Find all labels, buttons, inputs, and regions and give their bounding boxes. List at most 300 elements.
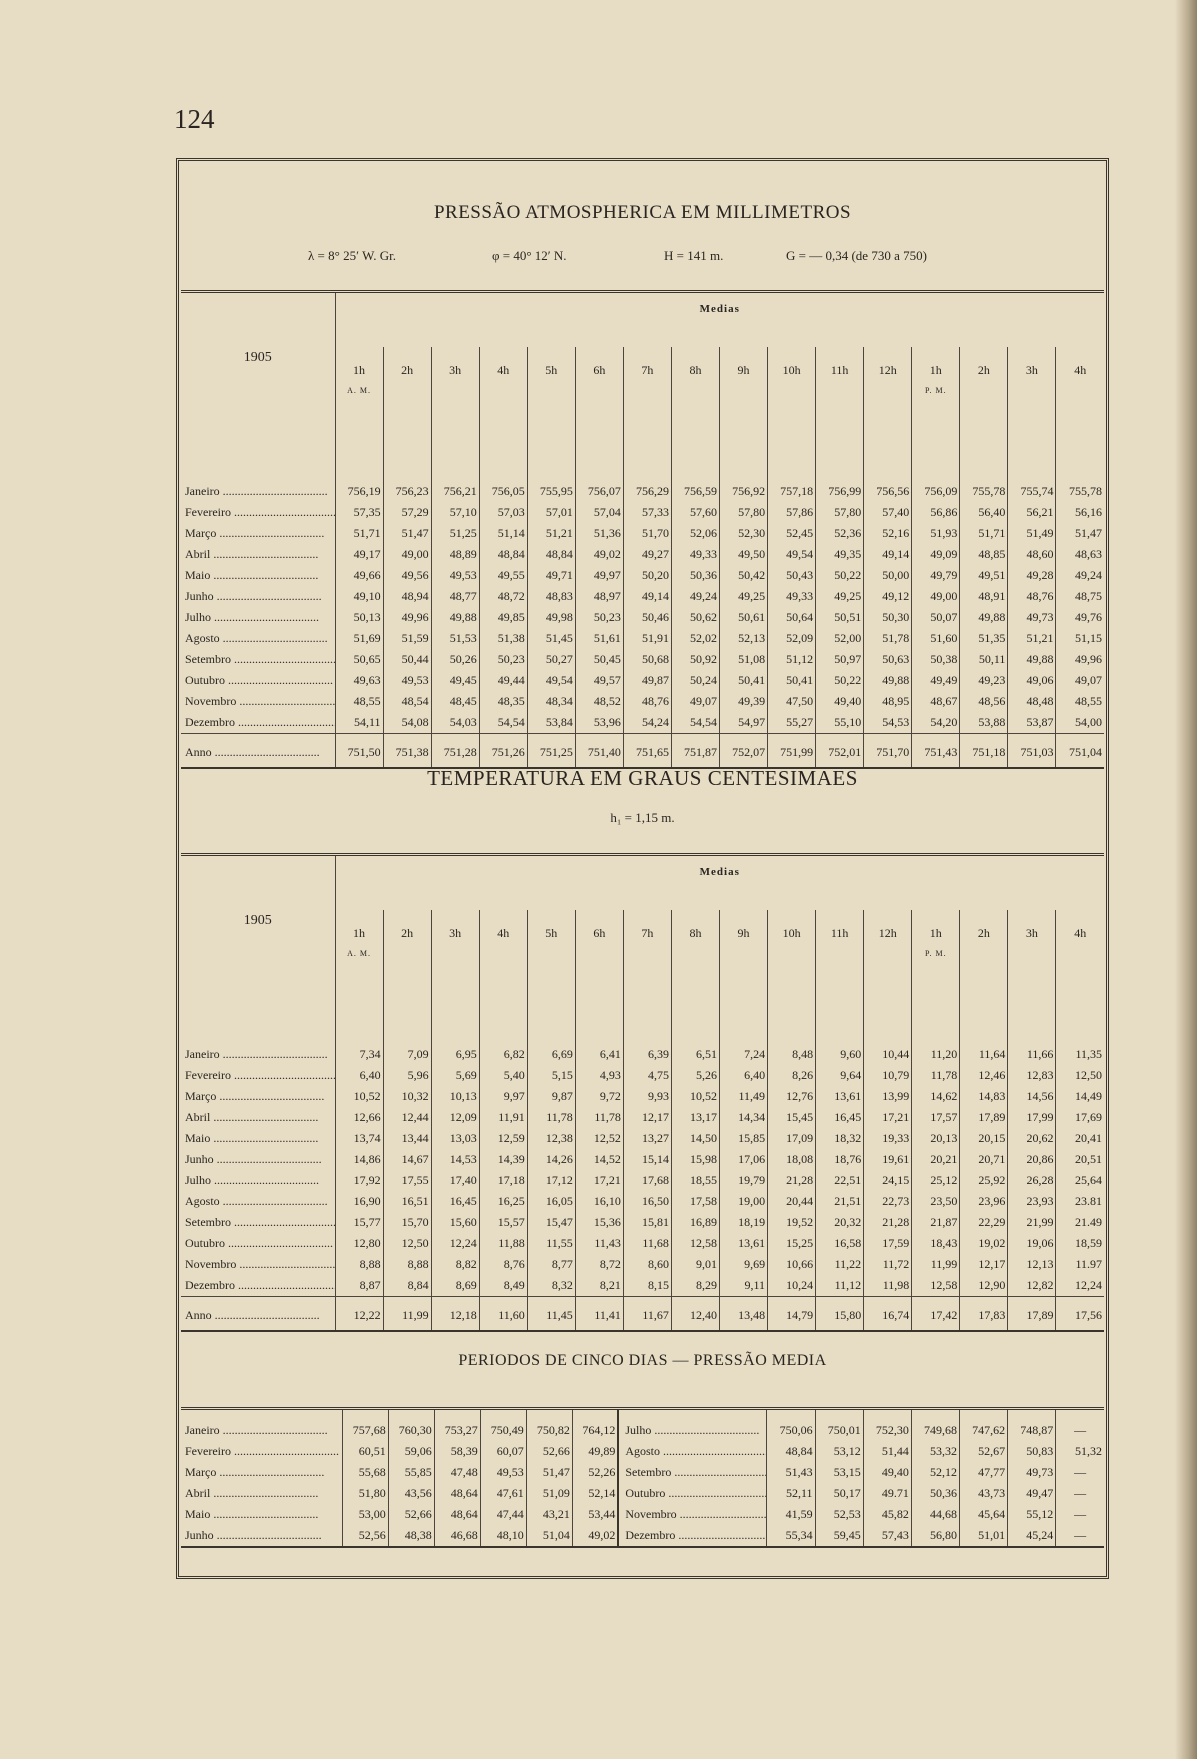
month-cell [181, 607, 335, 628]
value-cell: 12,58 [912, 1275, 960, 1297]
value-cell: 11,55 [527, 1233, 575, 1254]
value-cell: 8,72 [575, 1254, 623, 1275]
value-cell: 12,46 [960, 1065, 1008, 1086]
value-cell: 52,09 [768, 628, 816, 649]
month-label: Dezembro ..... [625, 1528, 767, 1542]
anno-value-cell: 751,50 [335, 734, 383, 769]
hour-header [720, 910, 768, 1026]
anno-value-cell: 17,42 [912, 1297, 960, 1332]
value-cell: 50,20 [623, 565, 671, 586]
value-cell: 11,12 [816, 1275, 864, 1297]
month-cell [181, 1409, 342, 1442]
value-cell: 51,71 [960, 523, 1008, 544]
value-cell: 6,40 [335, 1065, 383, 1086]
value-cell: 51,01 [959, 1525, 1007, 1547]
five-days-row [181, 1483, 1104, 1504]
value-cell: 55,34 [767, 1525, 815, 1547]
five-days-table [181, 1407, 1104, 1548]
table-row [181, 712, 1104, 734]
value-cell: 8,15 [623, 1275, 671, 1297]
hour-label: 3h [449, 363, 462, 377]
anno-label: Anno ..... [185, 1308, 320, 1322]
value-cell: 20,15 [960, 1128, 1008, 1149]
value-cell: 55,10 [816, 712, 864, 734]
month-cell [181, 734, 335, 769]
value-cell: 748,87 [1008, 1409, 1056, 1442]
anno-value-cell: 11,41 [575, 1297, 623, 1332]
month-label: Outubro ..... [625, 1486, 767, 1500]
table-row [181, 523, 1104, 544]
value-cell: 45,24 [1008, 1525, 1056, 1547]
value-cell: 23,50 [912, 1191, 960, 1212]
hour-label: 4h [497, 363, 510, 377]
value-cell: 756,09 [912, 463, 960, 502]
anno-value-cell: 751,38 [383, 734, 431, 769]
value-cell: 49,44 [479, 670, 527, 691]
page-number: 124 [174, 104, 215, 134]
value-cell: 51,45 [527, 628, 575, 649]
month-cell [181, 1233, 335, 1254]
value-cell: 20,21 [912, 1149, 960, 1170]
value-cell: 52,06 [671, 523, 719, 544]
value-cell: 20,41 [1056, 1128, 1104, 1149]
month-label: Julho ..... [625, 1423, 759, 1437]
five-days-title: PERIODOS DE CINCO DIAS — PRESSÃO MEDIA [458, 1352, 827, 1369]
hour-header [671, 910, 719, 1026]
value-cell: 49,96 [383, 607, 431, 628]
value-cell: 764,12 [572, 1409, 618, 1442]
table-row [181, 586, 1104, 607]
month-label: Dezembro ..... [185, 715, 335, 729]
value-cell: 756,92 [720, 463, 768, 502]
value-cell: 50,26 [431, 649, 479, 670]
value-cell: 50,22 [816, 670, 864, 691]
value-cell: 48,55 [1056, 691, 1104, 712]
value-cell: 750,82 [526, 1409, 572, 1442]
table-row [181, 1026, 1104, 1065]
hour-label: 6h [593, 363, 606, 377]
value-cell: 51,70 [623, 523, 671, 544]
value-cell: 50,41 [768, 670, 816, 691]
value-cell: 13,74 [335, 1128, 383, 1149]
value-cell: 14,34 [720, 1107, 768, 1128]
value-cell: 49,71 [527, 565, 575, 586]
value-cell: 21,51 [816, 1191, 864, 1212]
value-cell: 43,73 [959, 1483, 1007, 1504]
value-cell: 50,44 [383, 649, 431, 670]
anno-value-cell: 752,07 [720, 734, 768, 769]
value-cell: 10,13 [431, 1086, 479, 1107]
hour-label: 4h [1074, 363, 1087, 377]
month-cell [618, 1409, 767, 1442]
value-cell: 7,34 [335, 1026, 383, 1065]
value-cell: 51,71 [335, 523, 383, 544]
value-cell: 6,69 [527, 1026, 575, 1065]
value-cell: 49,07 [1056, 670, 1104, 691]
value-cell: 8,48 [768, 1026, 816, 1065]
value-cell: 51,36 [575, 523, 623, 544]
value-cell: 16,51 [383, 1191, 431, 1212]
value-cell: 55,85 [388, 1462, 434, 1483]
value-cell: 22,73 [864, 1191, 912, 1212]
value-cell: 51,04 [526, 1525, 572, 1547]
value-cell: 749,68 [911, 1409, 959, 1442]
value-cell: 17,69 [1056, 1107, 1104, 1128]
value-cell: 47,44 [480, 1504, 526, 1525]
month-cell [181, 1212, 335, 1233]
value-cell: 12,82 [1008, 1275, 1056, 1297]
value-cell: 57,80 [816, 502, 864, 523]
value-cell: 19,33 [864, 1128, 912, 1149]
month-cell [181, 1297, 335, 1332]
month-cell [181, 1525, 342, 1547]
value-cell: 756,23 [383, 463, 431, 502]
value-cell: 17,12 [527, 1170, 575, 1191]
value-cell: 51,53 [431, 628, 479, 649]
month-cell [181, 523, 335, 544]
value-cell: 12,44 [383, 1107, 431, 1128]
hour-label: 3h [1025, 926, 1038, 940]
value-cell: 50,27 [527, 649, 575, 670]
value-cell: 11,72 [864, 1254, 912, 1275]
value-cell: 50,23 [479, 649, 527, 670]
value-cell: 52,14 [572, 1483, 618, 1504]
value-cell: 57,04 [575, 502, 623, 523]
hour-header [816, 910, 864, 1026]
value-cell: 18,76 [816, 1149, 864, 1170]
value-cell: 53,00 [342, 1504, 388, 1525]
hour-label: 3h [449, 926, 462, 940]
month-label: Junho ..... [185, 1528, 322, 1542]
value-cell: 23,93 [1008, 1191, 1056, 1212]
value-cell: 17,18 [479, 1170, 527, 1191]
am-label: A. M. [347, 386, 371, 395]
value-cell: 14,26 [527, 1149, 575, 1170]
value-cell: 752,30 [863, 1409, 911, 1442]
value-cell: 53,84 [527, 712, 575, 734]
hour-label: 7h [641, 363, 654, 377]
value-cell: 49,02 [575, 544, 623, 565]
value-cell: 13,03 [431, 1128, 479, 1149]
table-row [181, 1275, 1104, 1297]
table-row [181, 649, 1104, 670]
value-cell: 49,53 [480, 1462, 526, 1483]
anno-value-cell: 751,25 [527, 734, 575, 769]
value-cell: 9,69 [720, 1254, 768, 1275]
value-cell: 45,82 [863, 1504, 911, 1525]
value-cell: 53,88 [960, 712, 1008, 734]
value-cell: 49,76 [1056, 607, 1104, 628]
value-cell: 50,23 [575, 607, 623, 628]
value-cell: 50,46 [623, 607, 671, 628]
value-cell: 19,52 [768, 1212, 816, 1233]
month-cell [181, 565, 335, 586]
value-cell: 14,52 [575, 1149, 623, 1170]
month-cell [181, 1504, 342, 1525]
value-cell: 12,66 [335, 1107, 383, 1128]
value-cell: 14,86 [335, 1149, 383, 1170]
value-cell: 25,92 [960, 1170, 1008, 1191]
anno-value-cell: 17,83 [960, 1297, 1008, 1332]
value-cell: 13,27 [623, 1128, 671, 1149]
value-cell: 50,63 [864, 649, 912, 670]
anno-value-cell: 751,87 [671, 734, 719, 769]
value-cell: 50,41 [720, 670, 768, 691]
value-cell: 15,60 [431, 1212, 479, 1233]
value-cell: 48,84 [767, 1441, 815, 1462]
month-cell [181, 1107, 335, 1128]
value-cell: 6,40 [720, 1065, 768, 1086]
value-cell: 15,57 [479, 1212, 527, 1233]
value-cell: 17,09 [768, 1128, 816, 1149]
value-cell: 54,08 [383, 712, 431, 734]
value-cell: 47,48 [434, 1462, 480, 1483]
month-cell [181, 1275, 335, 1297]
value-cell: 50,36 [911, 1483, 959, 1504]
hour-label: 3h [1025, 363, 1038, 377]
value-cell: 750,49 [480, 1409, 526, 1442]
value-cell: 755,78 [1056, 463, 1104, 502]
value-cell: 14,67 [383, 1149, 431, 1170]
anno-value-cell: 11,99 [383, 1297, 431, 1332]
value-cell: 48,75 [1056, 586, 1104, 607]
value-cell: 48,91 [960, 586, 1008, 607]
value-cell: 756,56 [864, 463, 912, 502]
value-cell: 13,99 [864, 1086, 912, 1107]
value-cell: 14,49 [1056, 1086, 1104, 1107]
month-cell [181, 502, 335, 523]
value-cell: 60,07 [480, 1441, 526, 1462]
value-cell: 48,63 [1056, 544, 1104, 565]
hour-label: 1h [353, 363, 366, 377]
hour-header [335, 347, 383, 463]
value-cell: 12,24 [431, 1233, 479, 1254]
hour-header [431, 347, 479, 463]
value-cell: 49,14 [864, 544, 912, 565]
table-row [181, 1065, 1104, 1086]
hour-header [768, 910, 816, 1026]
value-cell: 50,92 [671, 649, 719, 670]
hour-header [335, 910, 383, 1026]
value-cell: 8,88 [383, 1254, 431, 1275]
value-cell: 50,61 [720, 607, 768, 628]
value-cell: 9,11 [720, 1275, 768, 1297]
hour-label: 8h [689, 363, 702, 377]
value-cell: 57,35 [335, 502, 383, 523]
value-cell: 20,44 [768, 1191, 816, 1212]
anno-value-cell: 17,56 [1056, 1297, 1104, 1332]
anno-value-cell: 12,40 [671, 1297, 719, 1332]
hour-label: 2h [401, 926, 414, 940]
value-cell: 51,61 [575, 628, 623, 649]
value-cell: 51,12 [768, 649, 816, 670]
value-cell: 51,21 [1008, 628, 1056, 649]
year-header: 1905 [243, 350, 272, 365]
value-cell: 22,51 [816, 1170, 864, 1191]
value-cell: 10,44 [864, 1026, 912, 1065]
anno-value-cell: 751,04 [1056, 734, 1104, 769]
value-cell: 52,13 [720, 628, 768, 649]
value-cell: 49,87 [623, 670, 671, 691]
value-cell: 49,00 [383, 544, 431, 565]
value-cell: 45,64 [959, 1504, 1007, 1525]
value-cell: 21,28 [864, 1212, 912, 1233]
value-cell: 49,10 [335, 586, 383, 607]
value-cell: 19,02 [960, 1233, 1008, 1254]
anno-value-cell: 15,80 [816, 1297, 864, 1332]
value-cell: 16,10 [575, 1191, 623, 1212]
value-cell: 49,00 [912, 586, 960, 607]
value-cell: 49,98 [527, 607, 575, 628]
value-cell: 51,15 [1056, 628, 1104, 649]
value-cell: 9,87 [527, 1086, 575, 1107]
five-days-row [181, 1409, 1104, 1442]
value-cell: 15,81 [623, 1212, 671, 1233]
value-cell: 48,64 [434, 1504, 480, 1525]
month-cell [181, 1170, 335, 1191]
value-cell: 8,26 [768, 1065, 816, 1086]
value-cell: 49,24 [1056, 565, 1104, 586]
anno-value-cell: 752,01 [816, 734, 864, 769]
value-cell: 18,55 [671, 1170, 719, 1191]
value-cell: 49,49 [912, 670, 960, 691]
value-cell: 51,21 [527, 523, 575, 544]
value-cell: 8,69 [431, 1275, 479, 1297]
value-cell: 11,98 [864, 1275, 912, 1297]
value-cell: 48,76 [1008, 586, 1056, 607]
value-cell: 48,84 [479, 544, 527, 565]
value-cell: — [1056, 1462, 1104, 1483]
value-cell: 50,68 [623, 649, 671, 670]
table-row [181, 1086, 1104, 1107]
value-cell: 5,96 [383, 1065, 431, 1086]
param-height: h₁ = 1,15 m. [610, 810, 675, 825]
value-cell: 15,77 [335, 1212, 383, 1233]
value-cell: 756,21 [431, 463, 479, 502]
value-cell: 50,24 [671, 670, 719, 691]
value-cell: 20,51 [1056, 1149, 1104, 1170]
value-cell: 60,51 [342, 1441, 388, 1462]
month-label: Agosto ..... [625, 1444, 767, 1458]
hour-label: 2h [977, 926, 990, 940]
value-cell: 8,88 [335, 1254, 383, 1275]
month-cell [181, 691, 335, 712]
month-label: Janeiro ..... [185, 1047, 328, 1061]
value-cell: 54,00 [1056, 712, 1104, 734]
anno-value-cell: 751,40 [575, 734, 623, 769]
value-cell: 11,68 [623, 1233, 671, 1254]
param-gravity: G = — 0,34 (de 730 a 750) [786, 248, 927, 263]
value-cell: 54,54 [479, 712, 527, 734]
value-cell: 50,97 [816, 649, 864, 670]
value-cell: 17,68 [623, 1170, 671, 1191]
value-cell: 13,61 [720, 1233, 768, 1254]
pm-label: P. M. [924, 949, 947, 958]
value-cell: 54,24 [623, 712, 671, 734]
value-cell: 53,32 [911, 1441, 959, 1462]
value-cell: 57,60 [671, 502, 719, 523]
value-cell: 15,47 [527, 1212, 575, 1233]
value-cell: 50,13 [335, 607, 383, 628]
hour-header [575, 347, 623, 463]
anno-value-cell: 751,03 [1008, 734, 1056, 769]
param-latitude: φ = 40° 12′ N. [492, 248, 567, 263]
value-cell: 57,01 [527, 502, 575, 523]
table-row [181, 502, 1104, 523]
value-cell: 49,85 [479, 607, 527, 628]
value-cell: 750,01 [815, 1409, 863, 1442]
medias-header: Medias [335, 855, 1104, 911]
value-cell: 48,64 [434, 1483, 480, 1504]
value-cell: 9,93 [623, 1086, 671, 1107]
value-cell: 760,30 [388, 1409, 434, 1442]
value-cell: 48,45 [431, 691, 479, 712]
value-cell: 55,68 [342, 1462, 388, 1483]
hour-label: 7h [641, 926, 654, 940]
hour-header [479, 910, 527, 1026]
month-cell [181, 1065, 335, 1086]
value-cell: 17,92 [335, 1170, 383, 1191]
value-cell: 17,89 [960, 1107, 1008, 1128]
value-cell: 49,50 [720, 544, 768, 565]
value-cell: 51,69 [335, 628, 383, 649]
value-cell: 21,28 [768, 1170, 816, 1191]
value-cell: 4,75 [623, 1065, 671, 1086]
month-cell [181, 1254, 335, 1275]
value-cell: 11,78 [912, 1065, 960, 1086]
value-cell: 5,40 [479, 1065, 527, 1086]
hour-label: 8h [689, 926, 702, 940]
value-cell: 8,32 [527, 1275, 575, 1297]
month-label: Maio ..... [185, 1507, 318, 1521]
value-cell: 22,29 [960, 1212, 1008, 1233]
value-cell: 48,52 [575, 691, 623, 712]
table-row [181, 544, 1104, 565]
table-row [181, 1191, 1104, 1212]
value-cell: 49,23 [960, 670, 1008, 691]
value-cell: 48,48 [1008, 691, 1056, 712]
value-cell: 49,89 [572, 1441, 618, 1462]
value-cell: 48,94 [383, 586, 431, 607]
table-row [181, 1149, 1104, 1170]
value-cell: 48,60 [1008, 544, 1056, 565]
value-cell: 11,49 [720, 1086, 768, 1107]
value-cell: 50,17 [815, 1483, 863, 1504]
value-cell: 52,26 [572, 1462, 618, 1483]
value-cell: 12,38 [527, 1128, 575, 1149]
value-cell: 47,77 [959, 1462, 1007, 1483]
value-cell: 12,58 [671, 1233, 719, 1254]
value-cell: 50,36 [671, 565, 719, 586]
hour-label: 1h [929, 363, 942, 377]
hour-header [671, 347, 719, 463]
value-cell: 57,33 [623, 502, 671, 523]
month-cell [618, 1462, 767, 1483]
month-label: Abril ..... [185, 1486, 318, 1500]
value-cell: 8,21 [575, 1275, 623, 1297]
value-cell: 12,83 [1008, 1065, 1056, 1086]
anno-value-cell: 16,74 [864, 1297, 912, 1332]
value-cell: 48,84 [527, 544, 575, 565]
value-cell: 49,09 [912, 544, 960, 565]
hour-header [816, 347, 864, 463]
value-cell: 51,47 [1056, 523, 1104, 544]
value-cell: 12,09 [431, 1107, 479, 1128]
anno-value-cell: 751,70 [864, 734, 912, 769]
value-cell: 755,95 [527, 463, 575, 502]
table-row [181, 1107, 1104, 1128]
value-cell: 43,56 [388, 1483, 434, 1504]
